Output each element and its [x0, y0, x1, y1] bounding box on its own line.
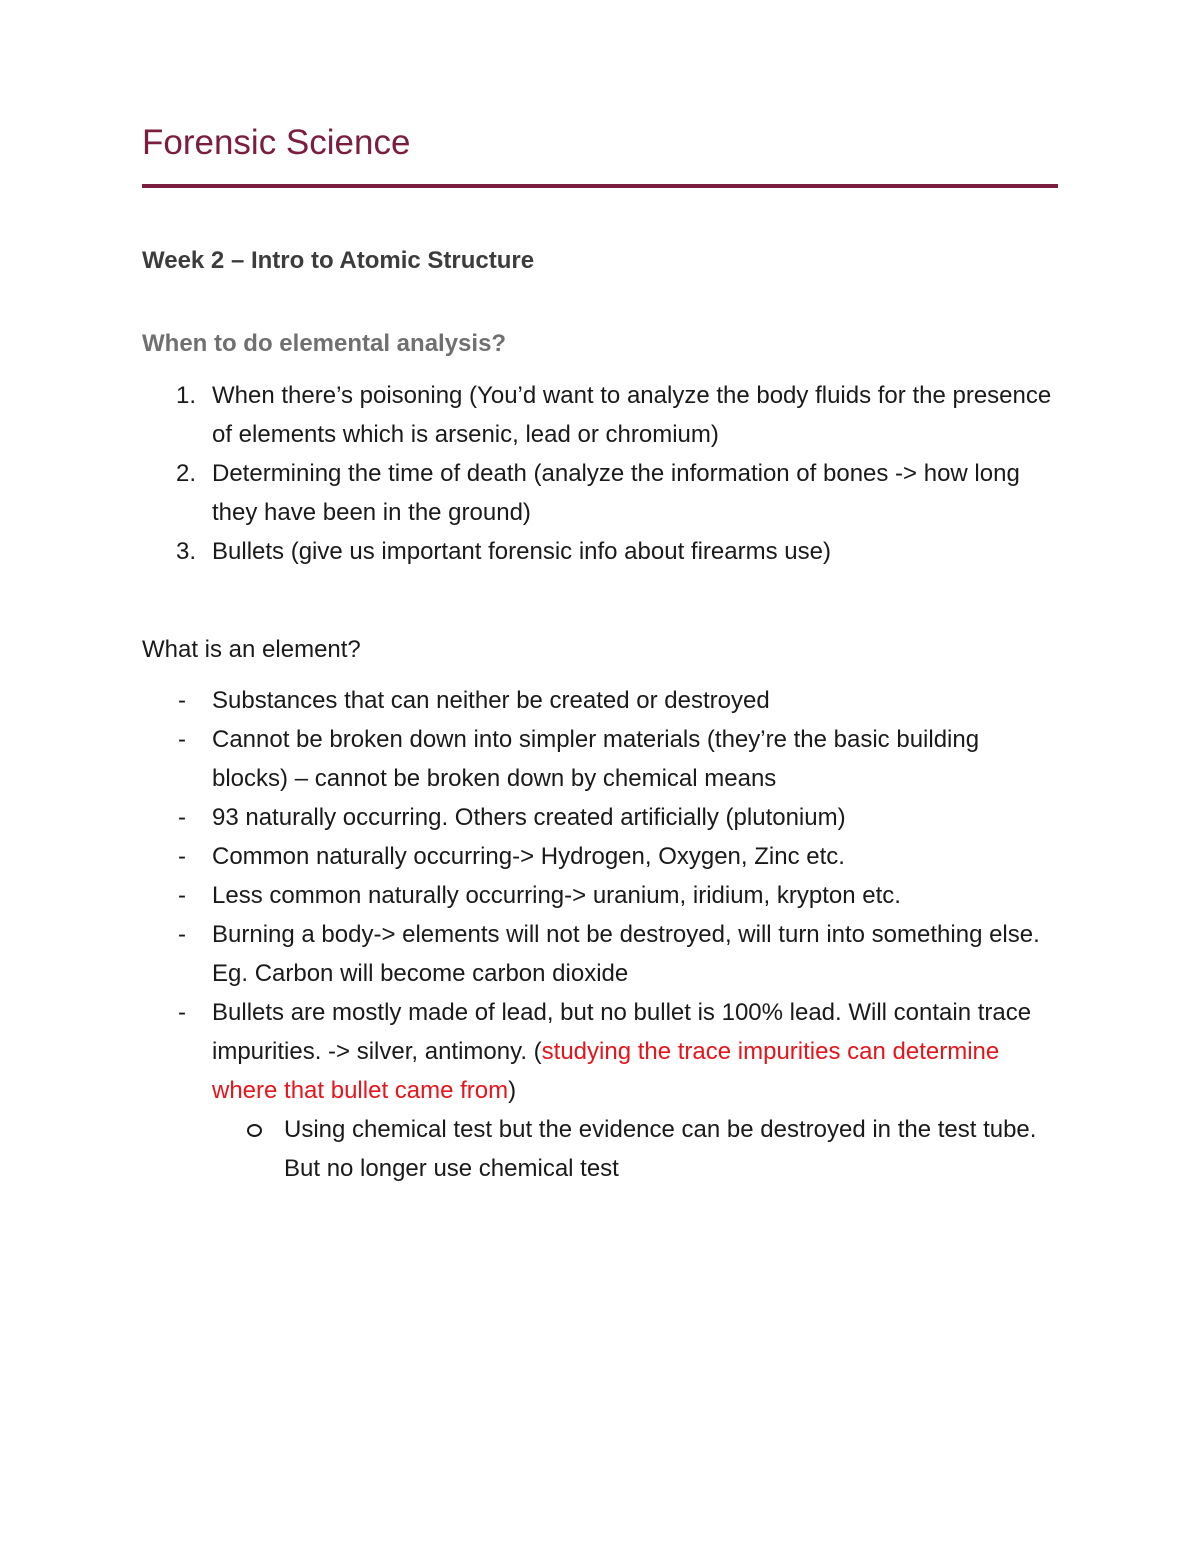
- list-item-text: When there’s poisoning (You’d want to analyze the body fluids for the presence of elements which is arsenic, lead or chromium): [212, 382, 1052, 448]
- list-number: 3.: [176, 538, 197, 565]
- list-item-text: 93 naturally occurring. Others created artificially (plutonium): [212, 804, 846, 831]
- list-item-text: Common naturally occurring-> Hydrogen, Oxygen, Zinc etc.: [212, 843, 845, 870]
- document-title: Forensic Science: [142, 123, 411, 162]
- week-heading: Week 2 – Intro to Atomic Structure: [142, 247, 535, 274]
- section-heading-what-is-element: What is an element?: [142, 636, 361, 663]
- list-number: 1.: [176, 382, 197, 409]
- list-item-text: Substances that can neither be created or destroyed: [212, 687, 770, 714]
- list-item-text: Cannot be broken down into simpler materials (they’re the basic building blocks) – cannot be broken down by chemical means: [212, 726, 980, 792]
- sub-list: [212, 1110, 1058, 1188]
- list-item-text: Burning a body-> elements will not be destroyed, will turn into something else. Eg. Carbon will become carbon dioxide: [212, 921, 1040, 987]
- list-item: [142, 837, 1058, 876]
- list-item-text: Determining the time of death (analyze the information of bones -> how long they have been in the ground): [212, 460, 1020, 526]
- hollow-circle-bullet-icon: [247, 1124, 262, 1137]
- highlighted-text: studying the trace impurities can determine where that bullet came from: [212, 1038, 1000, 1104]
- list-item-text-start: Bullets are mostly made of lead, but no bullet is 100% lead. Will contain trace impurities. -> silver, antimony. (: [212, 999, 1032, 1065]
- elemental-analysis-list: [142, 376, 1058, 571]
- sub-list-item-text: Using chemical test but the evidence can be destroyed in the test tube. But no longer use chemical test: [284, 1116, 1037, 1182]
- list-item: [142, 454, 1058, 532]
- list-item: [142, 915, 1058, 993]
- element-facts-list: [142, 681, 1058, 1188]
- list-item: [142, 532, 1058, 571]
- list-item-text: Less common naturally occurring-> uranium, iridium, krypton etc.: [212, 882, 901, 909]
- dash-bullet: -: [178, 882, 186, 909]
- dash-bullet: -: [178, 843, 186, 870]
- list-item: [142, 798, 1058, 837]
- sub-list-item: [212, 1110, 1044, 1188]
- dash-bullet: -: [178, 804, 186, 831]
- dash-bullet: -: [178, 999, 186, 1026]
- title-divider: [142, 184, 1058, 188]
- list-item-text: [212, 999, 1031, 1104]
- list-item: [142, 681, 1058, 720]
- section-heading-elemental-analysis: When to do elemental analysis?: [142, 330, 507, 357]
- list-item: [142, 376, 1058, 454]
- list-item-text: Bullets (give us important forensic info about firearms use): [212, 538, 831, 565]
- list-item: [142, 720, 1058, 798]
- dash-bullet: -: [178, 726, 186, 753]
- list-number: 2.: [176, 460, 197, 487]
- list-item: [142, 876, 1058, 915]
- dash-bullet: -: [178, 687, 186, 714]
- list-item: [142, 993, 1058, 1188]
- dash-bullet: -: [178, 921, 186, 948]
- list-item-text-end: ): [508, 1077, 517, 1104]
